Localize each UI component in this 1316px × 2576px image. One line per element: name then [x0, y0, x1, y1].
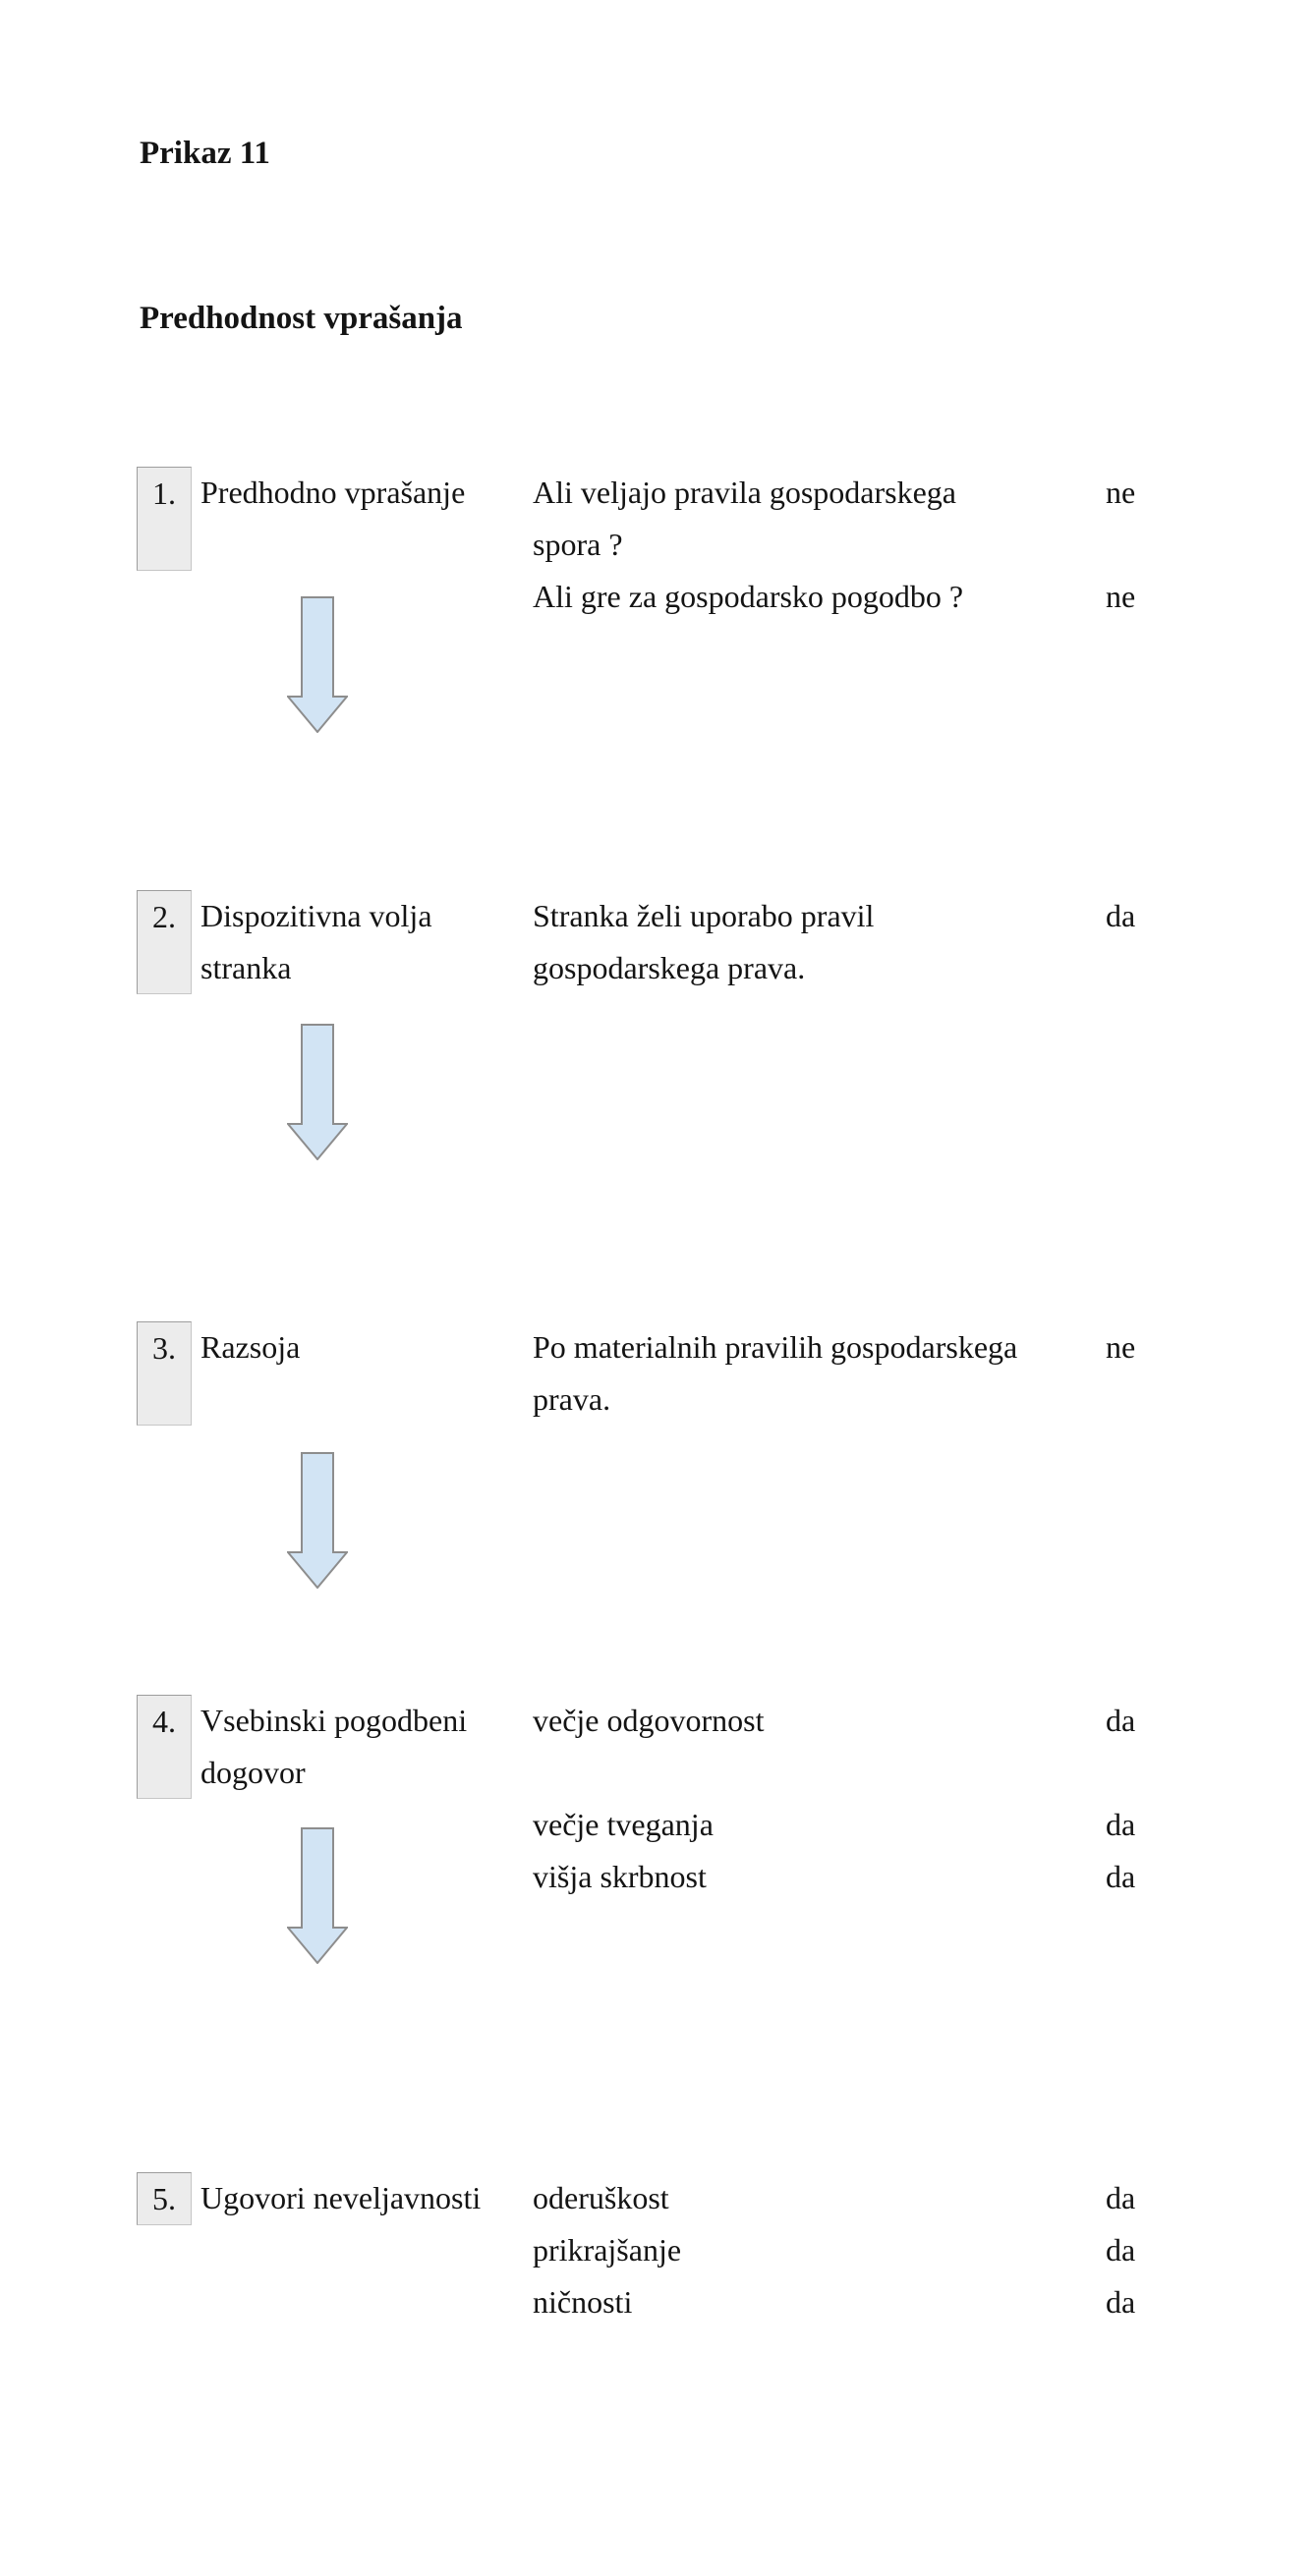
step-content-line: Po materialnih pravilih gospodarskega — [533, 1329, 1018, 1365]
step-label-line: Vsebinski pogodbeni — [200, 1703, 468, 1738]
down-arrow-icon — [287, 1827, 348, 1964]
step-label-column — [200, 1695, 467, 1799]
step-label-line: stranka — [200, 950, 292, 985]
step-label-line: Ugovori neveljavnosti — [200, 2180, 482, 2215]
step-content-line: višja skrbnost — [533, 1859, 707, 1894]
step-answer: da — [1106, 1859, 1136, 1894]
step-number-box — [137, 1321, 192, 1426]
step-content-column — [533, 1321, 1017, 1426]
step-content-column — [533, 2172, 681, 2328]
step-answer-column — [1106, 1321, 1135, 1426]
step-content-line: gospodarskega prava. — [533, 950, 806, 985]
step-answer: da — [1106, 898, 1136, 933]
step-answer — [1106, 1373, 1135, 1426]
step-label-line: dogovor — [200, 1755, 306, 1790]
step-answer: ne — [1106, 579, 1136, 614]
step-number: 1. — [152, 476, 176, 511]
step-label-column — [200, 1321, 300, 1373]
step-number: 3. — [152, 1330, 176, 1366]
step-answer: da — [1106, 1703, 1136, 1738]
step-answer: da — [1106, 1807, 1136, 1842]
step-answer: ne — [1106, 1329, 1136, 1365]
step-content-line: oderuškost — [533, 2180, 669, 2215]
step-content-column — [533, 890, 874, 994]
step-number-box — [137, 2172, 192, 2225]
step-content-line: Stranka želi uporabo pravil — [533, 898, 875, 933]
step-content-line: Ali veljajo pravila gospodarskega — [533, 475, 956, 510]
step-answer-column — [1106, 467, 1135, 623]
section-heading: Predhodnost vprašanja — [140, 301, 463, 336]
step-answer: ne — [1106, 475, 1136, 510]
step-content-line: Ali gre za gospodarsko pogodbo ? — [533, 579, 964, 614]
step-number: 4. — [152, 1704, 176, 1739]
step-label-column — [200, 2172, 481, 2224]
down-arrow-icon — [287, 1024, 348, 1160]
step-content-line: ničnosti — [533, 2284, 633, 2320]
step-content-line: prava. — [533, 1381, 611, 1417]
step-number: 2. — [152, 899, 176, 934]
step-label-line: Dispozitivna volja — [200, 898, 432, 933]
page-title: Prikaz 11 — [140, 136, 270, 171]
step-content-line: spora ? — [533, 527, 623, 562]
step-answer — [1106, 519, 1135, 571]
step-content-line: večje tveganja — [533, 1807, 714, 1842]
step-content-line: prikrajšanje — [533, 2232, 682, 2268]
step-content-line: večje odgovornost — [533, 1703, 765, 1738]
step-number-box — [137, 1695, 192, 1799]
step-answer: da — [1106, 2180, 1136, 2215]
step-label-line: Razsoja — [200, 1329, 301, 1365]
step-label-line: Predhodno vprašanje — [200, 475, 466, 510]
step-answer: da — [1106, 2232, 1136, 2268]
step-answer-column — [1106, 890, 1135, 994]
step-label-column — [200, 467, 465, 519]
step-content-column — [533, 1695, 765, 1903]
step-answer — [1106, 1747, 1135, 1799]
step-content-line — [533, 1747, 765, 1799]
step-answer-column — [1106, 2172, 1135, 2328]
step-number-box — [137, 890, 192, 994]
step-number-box — [137, 467, 192, 571]
step-content-column — [533, 467, 963, 623]
step-number: 5. — [152, 2181, 176, 2216]
step-answer — [1106, 942, 1135, 994]
down-arrow-icon — [287, 1452, 348, 1589]
step-answer-column — [1106, 1695, 1135, 1903]
step-answer: da — [1106, 2284, 1136, 2320]
step-label-column — [200, 890, 432, 994]
down-arrow-icon — [287, 596, 348, 733]
